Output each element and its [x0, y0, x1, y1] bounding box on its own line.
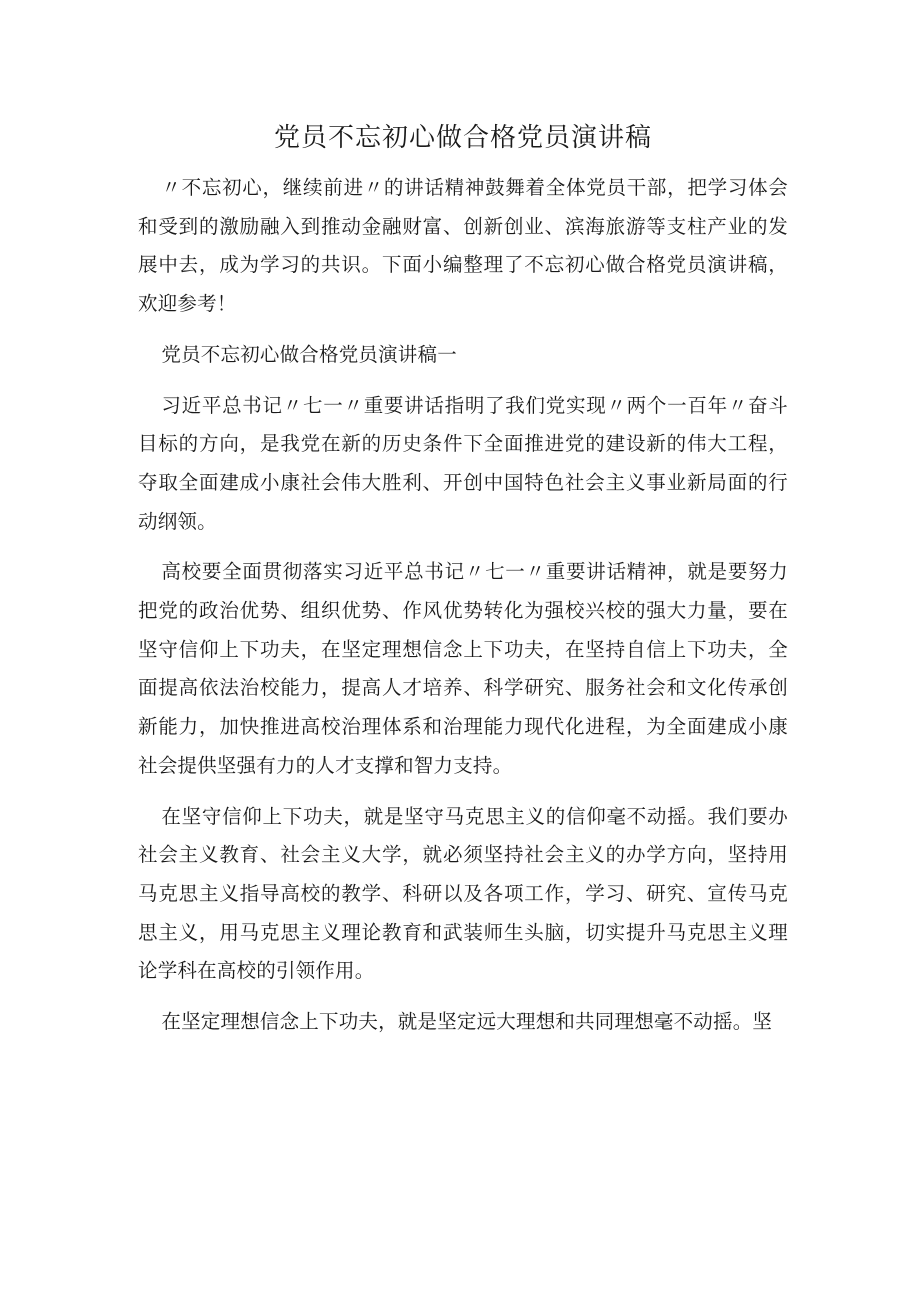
- paragraph-intro: 〃不忘初心，继续前进〃的讲话精神鼓舞着全体党员干部，把学习体会和受到的激励融入到推动金融财富、创新创业、滨海旅游等支柱产业的发展中去，成为学习的共识。下面小编整理了不忘初心做合格党员演讲稿，欢迎参考！: [138, 176, 788, 316]
- paragraph: 高校要全面贯彻落实习近平总书记〃七一〃重要讲话精神，就是要努力把党的政治优势、组织优势、作风优势转化为强校兴校的强大力量，要在坚守信仰上下功夫，在坚定理想信念上下功夫，在坚持自信上下功夫，全面提高依法治校能力，提高人才培养、科学研究、服务社会和文化传承创新能力，加快推进高校治理体系和治理能力现代化进程，为全面建成小康社会提供坚强有力的人才支撑和智力支持。: [138, 560, 788, 777]
- section-heading: 党员不忘初心做合格党员演讲稿一: [161, 342, 457, 366]
- document-page: [138, 110, 788, 1054]
- document-title: 党员不忘初心做合格党员演讲稿: [273, 123, 652, 153]
- paragraph: 在坚定理想信念上下功夫，就是坚定远大理想和共同理想毫不动摇。坚: [161, 1010, 773, 1034]
- paragraph: 习近平总书记〃七一〃重要讲话指明了我们党实现〃两个一百年〃奋斗目标的方向，是我党在新的历史条件下全面推进党的建设新的伟大工程，夺取全面建成小康社会伟大胜利、开创中国特色社会主义事业新局面的行动纲领。: [138, 393, 788, 533]
- paragraph: 在坚守信仰上下功夫，就是坚守马克思主义的信仰毫不动摇。我们要办社会主义教育、社会主义大学，就必须坚持社会主义的办学方向，坚持用马克思主义指导高校的教学、科研以及各项工作，学习、研究、宣传马克思主义，用马克思主义理论教育和武装师生头脑，切实提升马克思主义理论学科在高校的引领作用。: [138, 804, 788, 983]
